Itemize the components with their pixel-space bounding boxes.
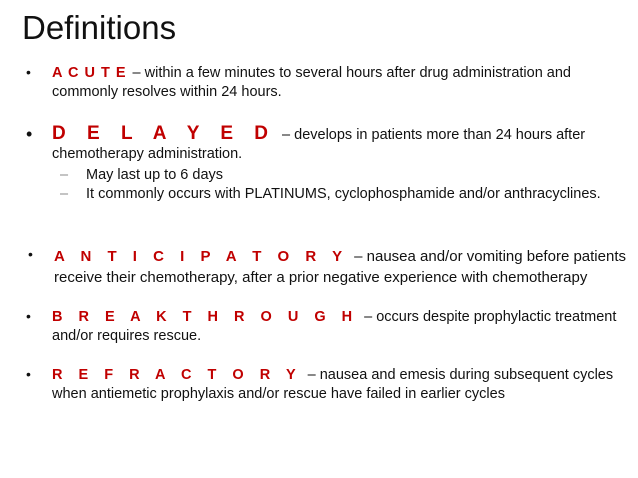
definition-breakthrough: – occurs despite prophylactic treatment and/or requires rescue. xyxy=(52,309,617,344)
term-delayed: D E L A Y E D xyxy=(52,123,277,144)
definition-item-breakthrough xyxy=(26,308,626,346)
subitem-text: May last up to 6 days xyxy=(86,167,224,183)
term-acute: A C U T E xyxy=(52,65,127,81)
definition-item-delayed xyxy=(26,124,626,204)
definition-item-acute xyxy=(26,64,626,102)
bullet-icon: • xyxy=(26,308,31,324)
definition-anticipatory: – nausea and/or vomiting before patients receive their chemotherapy, after a prior negative experience with chemotherapy xyxy=(54,248,626,286)
subitem xyxy=(60,166,626,185)
subitem xyxy=(60,185,626,204)
definition-item-refractory xyxy=(26,366,626,404)
slide-title: Definitions xyxy=(22,9,177,46)
definition-item-anticipatory xyxy=(28,246,628,288)
definition-refractory: – nausea and emesis during subsequent cycles when antiemetic prophylaxis and/or rescue have failed in earlier cycles xyxy=(52,367,614,402)
bullet-icon: • xyxy=(26,64,31,80)
term-breakthrough: B R E A K T H R O U G H xyxy=(52,309,359,325)
dash-icon: – xyxy=(60,167,69,183)
dash-icon: – xyxy=(60,186,69,202)
bullet-icon: • xyxy=(26,124,33,144)
definition-delayed: – develops in patients more than 24 hours after chemotherapy administration. xyxy=(52,127,586,162)
definition-acute: – within a few minutes to several hours after drug administration and commonly resolves within 24 hours. xyxy=(52,65,571,100)
bullet-icon: • xyxy=(28,246,33,262)
term-anticipatory: A N T I C I P A T O R Y xyxy=(54,248,349,265)
bullet-icon: • xyxy=(26,366,31,382)
term-refractory: R E F R A C T O R Y xyxy=(52,367,302,383)
subitem-text: It commonly occurs with PLATINUMS, cyclophosphamide and/or anthracyclines. xyxy=(86,186,601,202)
